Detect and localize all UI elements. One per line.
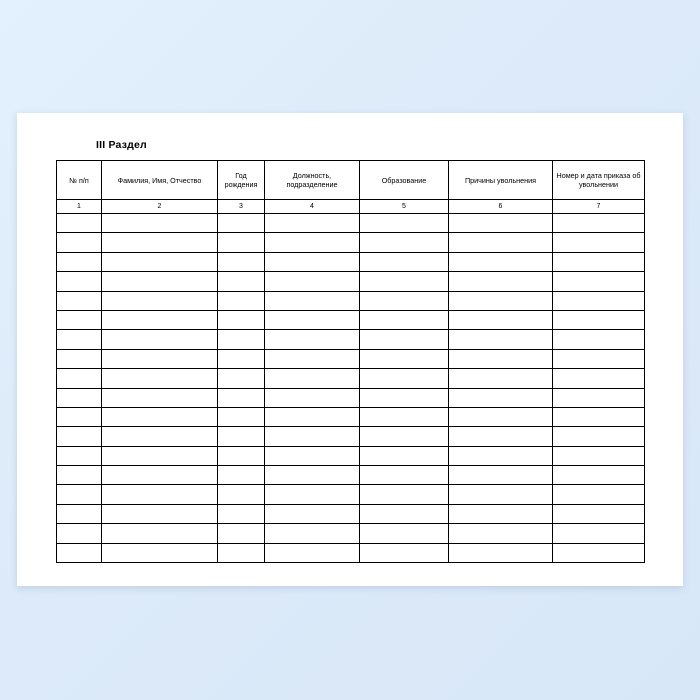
table-cell[interactable] xyxy=(265,446,360,465)
table-cell[interactable] xyxy=(449,524,553,543)
table-cell[interactable] xyxy=(218,369,265,388)
table-header-row xyxy=(57,161,645,200)
table-cell[interactable] xyxy=(57,349,102,368)
column-number-1: 1 xyxy=(57,200,102,214)
table-cell[interactable] xyxy=(57,291,102,310)
table-cell[interactable] xyxy=(360,504,449,523)
table-cell[interactable] xyxy=(57,407,102,426)
column-number-7: 7 xyxy=(553,200,645,214)
table-cell[interactable] xyxy=(265,543,360,562)
table-row[interactable] xyxy=(57,388,645,407)
table-cell[interactable] xyxy=(449,543,553,562)
table-cell[interactable] xyxy=(218,524,265,543)
table-row xyxy=(57,200,645,214)
table-cell[interactable] xyxy=(218,310,265,329)
table-cell[interactable] xyxy=(553,466,645,485)
table-cell[interactable] xyxy=(360,369,449,388)
table-cell[interactable] xyxy=(360,407,449,426)
table-cell[interactable] xyxy=(57,485,102,504)
table-cell[interactable] xyxy=(218,427,265,446)
table-cell[interactable] xyxy=(449,369,553,388)
table-cell[interactable] xyxy=(449,214,553,233)
table-cell[interactable] xyxy=(102,330,218,349)
table-cell[interactable] xyxy=(218,407,265,426)
table-cell[interactable] xyxy=(553,504,645,523)
table-cell[interactable] xyxy=(102,446,218,465)
table-cell[interactable] xyxy=(360,524,449,543)
table-cell[interactable] xyxy=(218,330,265,349)
table-cell[interactable] xyxy=(449,446,553,465)
table-cell[interactable] xyxy=(218,485,265,504)
table-cell[interactable] xyxy=(102,427,218,446)
table-row[interactable] xyxy=(57,291,645,310)
table-body xyxy=(57,214,645,563)
table-cell[interactable] xyxy=(265,310,360,329)
table-cell[interactable] xyxy=(553,233,645,252)
table-cell[interactable] xyxy=(218,504,265,523)
table-row[interactable] xyxy=(57,369,645,388)
table-cell[interactable] xyxy=(553,427,645,446)
table-cell[interactable] xyxy=(57,466,102,485)
table-cell[interactable] xyxy=(102,214,218,233)
table-cell[interactable] xyxy=(553,369,645,388)
column-number-3: 3 xyxy=(218,200,265,214)
table-cell[interactable] xyxy=(102,407,218,426)
table-cell[interactable] xyxy=(57,252,102,271)
table-cell[interactable] xyxy=(553,214,645,233)
table-cell[interactable] xyxy=(265,291,360,310)
table-row[interactable] xyxy=(57,214,645,233)
column-header-birthyear: Год рождения xyxy=(218,161,265,200)
table-cell[interactable] xyxy=(449,291,553,310)
table-row[interactable] xyxy=(57,427,645,446)
table-cell[interactable] xyxy=(57,214,102,233)
table-cell[interactable] xyxy=(218,349,265,368)
table-cell[interactable] xyxy=(360,233,449,252)
table-cell[interactable] xyxy=(553,524,645,543)
column-header-order-number-date: Номер и дата приказа об увольнении xyxy=(553,161,645,200)
table-cell[interactable] xyxy=(360,427,449,446)
table-cell[interactable] xyxy=(449,466,553,485)
column-number-4: 4 xyxy=(265,200,360,214)
table-cell[interactable] xyxy=(102,310,218,329)
table-cell[interactable] xyxy=(360,388,449,407)
page-title: III Раздел xyxy=(96,139,147,151)
table-cell[interactable] xyxy=(360,543,449,562)
table-cell[interactable] xyxy=(265,272,360,291)
table-cell[interactable] xyxy=(265,369,360,388)
column-header-education: Образование xyxy=(360,161,449,200)
document-content xyxy=(56,139,644,563)
table-cell[interactable] xyxy=(265,485,360,504)
column-header-number: № п/п xyxy=(57,161,102,200)
table-cell[interactable] xyxy=(57,272,102,291)
table-cell[interactable] xyxy=(57,330,102,349)
table-cell[interactable] xyxy=(360,272,449,291)
table-cell[interactable] xyxy=(360,214,449,233)
table-cell[interactable] xyxy=(360,291,449,310)
table-cell[interactable] xyxy=(57,427,102,446)
table-cell[interactable] xyxy=(553,388,645,407)
table-cell[interactable] xyxy=(102,272,218,291)
table-cell[interactable] xyxy=(553,272,645,291)
table-cell[interactable] xyxy=(57,310,102,329)
table-cell[interactable] xyxy=(102,524,218,543)
table-cell[interactable] xyxy=(360,349,449,368)
table-cell[interactable] xyxy=(57,446,102,465)
table-row[interactable] xyxy=(57,466,645,485)
table-cell[interactable] xyxy=(449,427,553,446)
table-cell[interactable] xyxy=(57,543,102,562)
table-row[interactable] xyxy=(57,446,645,465)
table-cell[interactable] xyxy=(102,504,218,523)
table-cell[interactable] xyxy=(218,543,265,562)
column-header-fullname: Фамилия, Имя, Отчество xyxy=(102,161,218,200)
table-cell[interactable] xyxy=(57,504,102,523)
table-cell[interactable] xyxy=(553,407,645,426)
table-cell[interactable] xyxy=(449,504,553,523)
table-cell[interactable] xyxy=(360,252,449,271)
table-cell[interactable] xyxy=(449,485,553,504)
column-header-dismissal-reason: Причины увольнения xyxy=(449,161,553,200)
table-cell[interactable] xyxy=(102,252,218,271)
table-cell[interactable] xyxy=(449,310,553,329)
table-cell[interactable] xyxy=(57,369,102,388)
table-cell[interactable] xyxy=(449,252,553,271)
table-cell[interactable] xyxy=(218,466,265,485)
table-cell[interactable] xyxy=(360,446,449,465)
table-cell[interactable] xyxy=(102,388,218,407)
table-cell[interactable] xyxy=(218,214,265,233)
table-cell[interactable] xyxy=(102,543,218,562)
table-cell[interactable] xyxy=(265,252,360,271)
table-cell[interactable] xyxy=(449,233,553,252)
table-row[interactable] xyxy=(57,252,645,271)
table-cell[interactable] xyxy=(449,388,553,407)
table-cell[interactable] xyxy=(265,466,360,485)
table-cell[interactable] xyxy=(360,310,449,329)
table-cell[interactable] xyxy=(102,233,218,252)
table-row[interactable] xyxy=(57,485,645,504)
table-column-numbers xyxy=(57,200,645,214)
table-cell[interactable] xyxy=(265,524,360,543)
table-cell[interactable] xyxy=(218,291,265,310)
table-cell[interactable] xyxy=(360,466,449,485)
table-cell[interactable] xyxy=(553,349,645,368)
table-row[interactable] xyxy=(57,233,645,252)
table-cell[interactable] xyxy=(102,349,218,368)
table-cell[interactable] xyxy=(218,233,265,252)
column-number-5: 5 xyxy=(360,200,449,214)
table-cell[interactable] xyxy=(360,330,449,349)
table-cell[interactable] xyxy=(265,504,360,523)
table-cell[interactable] xyxy=(218,388,265,407)
table-cell[interactable] xyxy=(57,233,102,252)
table-cell[interactable] xyxy=(553,446,645,465)
table-cell[interactable] xyxy=(265,407,360,426)
table-cell[interactable] xyxy=(218,446,265,465)
table-cell[interactable] xyxy=(449,330,553,349)
table-row[interactable] xyxy=(57,272,645,291)
table-cell[interactable] xyxy=(449,407,553,426)
table-header xyxy=(57,161,645,200)
table-cell[interactable] xyxy=(265,233,360,252)
table-row[interactable] xyxy=(57,543,645,562)
table-cell[interactable] xyxy=(265,388,360,407)
column-number-6: 6 xyxy=(449,200,553,214)
table-cell[interactable] xyxy=(102,369,218,388)
table-row[interactable] xyxy=(57,524,645,543)
table-cell[interactable] xyxy=(553,485,645,504)
table-cell[interactable] xyxy=(360,485,449,504)
table-cell[interactable] xyxy=(553,543,645,562)
table-cell[interactable] xyxy=(218,252,265,271)
table-cell[interactable] xyxy=(57,388,102,407)
table-row[interactable] xyxy=(57,310,645,329)
document-sheet xyxy=(17,113,683,586)
table-cell[interactable] xyxy=(218,272,265,291)
table-row[interactable] xyxy=(57,349,645,368)
table-cell[interactable] xyxy=(57,524,102,543)
registration-table xyxy=(56,160,645,563)
table-cell[interactable] xyxy=(102,485,218,504)
table-cell[interactable] xyxy=(553,291,645,310)
table-cell[interactable] xyxy=(265,349,360,368)
table-cell[interactable] xyxy=(553,252,645,271)
table-cell[interactable] xyxy=(553,310,645,329)
table-cell[interactable] xyxy=(102,466,218,485)
column-number-2: 2 xyxy=(102,200,218,214)
table-cell[interactable] xyxy=(265,427,360,446)
table-cell[interactable] xyxy=(449,272,553,291)
column-header-position: Должность, подразделение xyxy=(265,161,360,200)
table-cell[interactable] xyxy=(102,291,218,310)
table-cell[interactable] xyxy=(449,349,553,368)
table-cell[interactable] xyxy=(265,330,360,349)
table-row[interactable] xyxy=(57,504,645,523)
table-row[interactable] xyxy=(57,330,645,349)
table-cell[interactable] xyxy=(265,214,360,233)
table-row[interactable] xyxy=(57,407,645,426)
table-cell[interactable] xyxy=(553,330,645,349)
